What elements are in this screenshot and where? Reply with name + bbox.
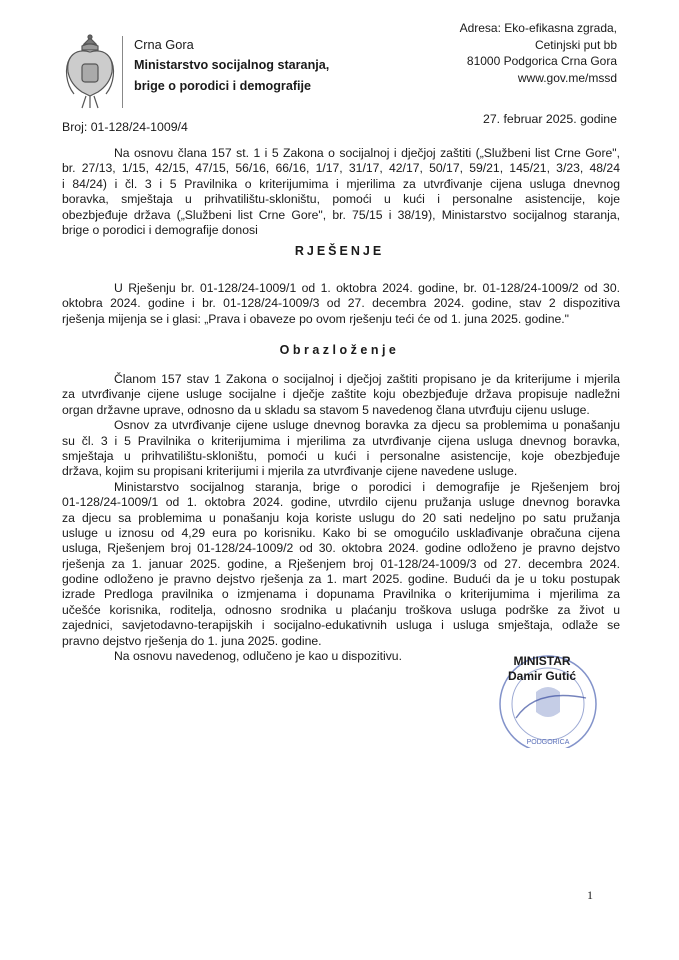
text-line: i 84/24) i čl. 3 i 5 Pravilnika o kriterijumima i mjerilima za utvrđivanje cijena usluga dnevnog <box>62 176 620 191</box>
text-line: pravno dejstvo rješenja do 1. juna 2025. godine. <box>62 633 322 648</box>
text-line: obezbjeđuje država („Službeni list Crne Gore", br. 75/15 i 38/19), Ministarstvo socijalnog staranja, <box>62 207 620 222</box>
org-line: brige o porodici i demografije <box>134 79 312 93</box>
text-line: U Rješenju br. 01-128/24-1009/1 od 1. oktobra 2024. godine, br. 01-128/24-1009/2 od 30. <box>114 281 620 295</box>
website-link[interactable]: www.gov.me/mssd <box>517 70 617 85</box>
signatory-name: Damir Gutić <box>508 669 577 683</box>
text-line: Ministarstvo socijalnog staranja, brige o porodici i demografije je Rješenjem broj <box>114 479 620 494</box>
org-line: Crna Gora <box>134 37 194 52</box>
signatory-title: MINISTAR <box>513 654 571 668</box>
text-line: Članom 157 stav 1 Zakona o socijalnoj i dječjoj zaštiti propisano je da kriterijume i mjerila <box>114 372 620 386</box>
coat-of-arms-logo <box>62 34 118 112</box>
text-line: rješenja mijenja se i glasi: „Prava i obaveze po ovom rješenju teći će od 1. juna 2025. godine." <box>62 311 570 326</box>
text-line: usluge u iznosu od 4,29 eura po korisniku. Kako bi se omogućilo usklađivanje obračuna cijena <box>62 525 620 540</box>
text-line: Na osnovu člana 157 st. 1 i 5 Zakona o socijalnoj i dječjoj zaštiti („Službeni list Crne Gore", <box>114 146 620 160</box>
reasoning-title: Obrazloženje <box>279 343 400 357</box>
text-line: 01-128/24-1009/1 od 1. oktobra 2024. godine, utvrdilo cijenu pružanja usluge dnevnog boravka <box>62 495 620 510</box>
intro-paragraph <box>62 146 620 238</box>
text-line: godine odloženo je pravno dejstvo rješenja za 1. mart 2025. godine. Budući da je u toku postupak <box>62 572 620 587</box>
text-line: smještaja u prihvatilištu-skloništu, pomoći u kući i personalne asistencije, koje obezbjeđuje <box>62 448 620 463</box>
decision-paragraph <box>62 281 620 327</box>
address-line: 81000 Podgorica Crna Gora <box>466 54 617 68</box>
text-line: učešće korisnika, roditelja, odnosno srodnika u plaćanju troškova usluga podrške za život u <box>62 602 620 617</box>
address-block <box>460 20 617 86</box>
reasoning-section <box>62 372 620 664</box>
text-line: oktobra 2024. godine i br. 01-128/24-1009/3 od 27. decembra 2024. godine, stav 2 dispozitiva <box>62 296 620 311</box>
text-line: brige o porodici i demografije donosi <box>62 222 258 237</box>
page-number: 1 <box>587 888 593 902</box>
text-line: izrade Predloga pravilnika o izmjenama i dopunama Pravilnika o kriterijumima i mjerilima za <box>62 587 620 602</box>
organization-name <box>134 34 329 97</box>
stamp-text: PODGORICA <box>526 739 570 746</box>
text-line: za djecu sa problemima u ponašanju koja koriste uslugu do 20 sati nedeljno po satu pružanja <box>62 510 620 525</box>
text-line: usluga, Rješenjem broj 01-128/24-1009/2 od 30. oktobra 2024. godine odloženo je pravno dejstvo <box>62 541 620 556</box>
document-date: 27. februar 2025. godine <box>482 112 617 126</box>
text-line: br. 27/13, 1/15, 42/15, 47/15, 56/16, 66/16, 1/17, 31/17, 42/17, 50/17, 59/21, 145/21, 3/23, 48/24 <box>62 161 620 176</box>
text-line: Osnov za utvrđivanje cijene usluge dnevnog boravka za djecu sa problemima u ponašanju <box>114 418 620 433</box>
text-line: rješenja za 1. januar 2025. godine, a Rješenjem broj 01-128/24-1009/3 od 27. decembra 2024. <box>62 556 620 571</box>
signature-block <box>508 654 576 684</box>
reference-number: Broj: 01-128/24-1009/4 <box>62 120 188 134</box>
text-line: za utvrđivanje cijene usluge socijalne i dječje zaštite koju obezbjeđuje država propisuje nadležni <box>62 387 620 402</box>
address-line: Adresa: Eko-efikasna zgrada, <box>459 21 617 35</box>
text-line: zajednici, savjetodavno-terapijskih i socijalno-edukativnih usluga i usluga smještaja, odlaže se <box>62 618 620 633</box>
text-line: država, kojim su propisani kriterijumi i mjerila za utvrđivanje cijene navedene usluge. <box>62 464 518 479</box>
text-line: Na osnovu navedenog, odlučeno je kao u dispozitivu. <box>114 649 402 664</box>
address-line: Cetinjski put bb <box>534 37 617 52</box>
header-divider <box>122 36 123 108</box>
text-line: organ državne uprave, odnosno da u skladu sa stavom 5 navedenog člana utvrđuju cijenu usluge. <box>62 402 590 417</box>
org-line: Ministarstvo socijalnog staranja, <box>134 58 330 72</box>
text-line: su čl. 3 i 5 Pravilnika o kriterijumima i mjerilima za utvrđivanje cijena usluga dnevnog boravka, <box>62 433 620 448</box>
decision-title: RJEŠENJE <box>294 244 385 258</box>
text-line: boravka, smještaja u prihvatilištu-skloništu, pomoći u kući i personalne asistencije, koje <box>62 192 620 207</box>
